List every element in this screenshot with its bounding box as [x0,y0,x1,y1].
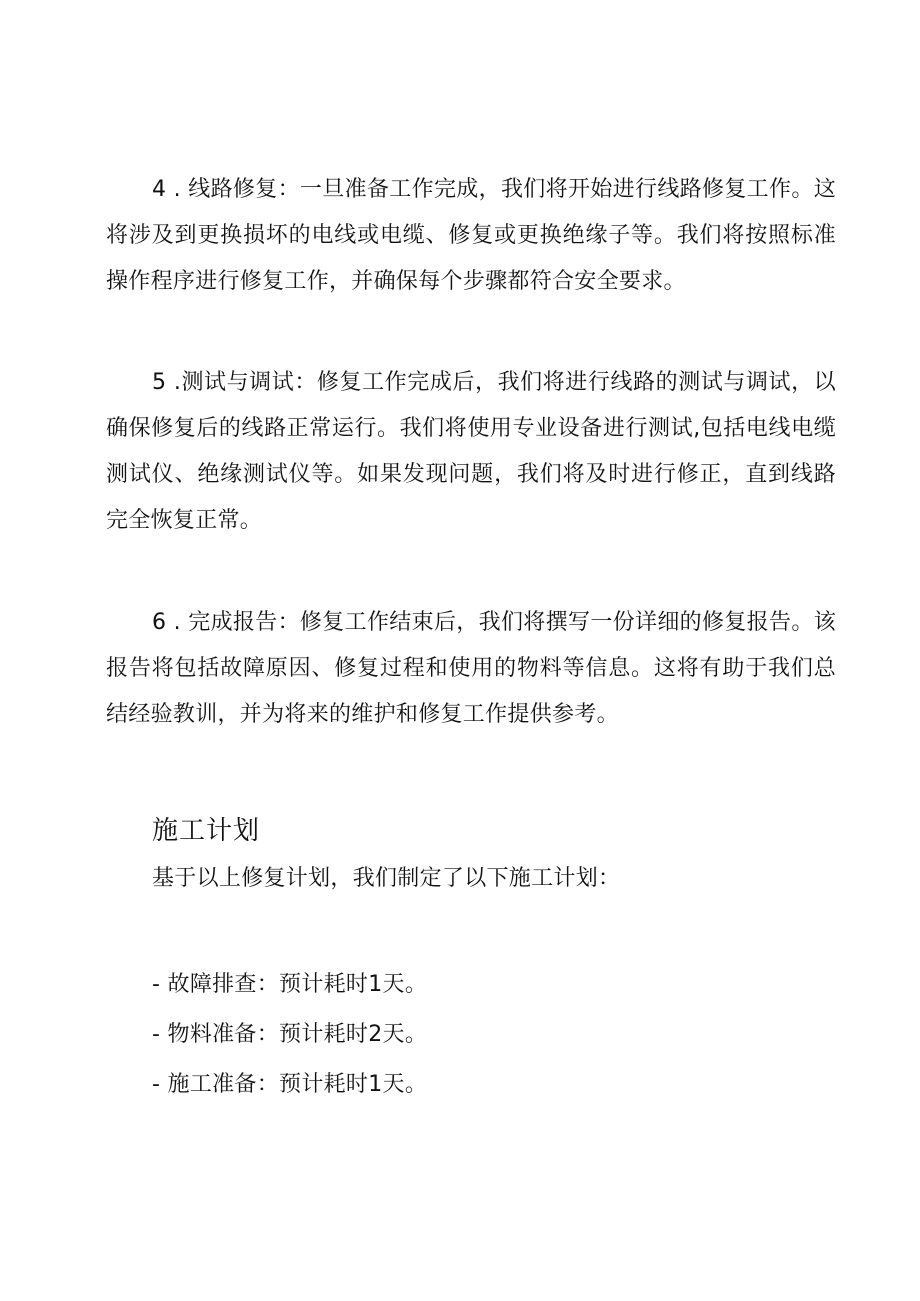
plan-list [152,960,427,1110]
section-heading: 施工计划 [152,816,261,846]
paragraph-report: 6 . 完成报告：修复工作结束后，我们将撰写一份详细的修复报告。该报告将包括故障原因、修复过程和使用的物料等信息。这将有助于我们总结经验教训，并为将来的维护和修复工作提供参考。 [106,610,836,727]
paragraph-testing: 5 .测试与调试：修复工作完成后，我们将进行线路的测试与调试，以确保修复后的线路正常运行。我们将使用专业设备进行测试,包括电线电缆测试仪、绝缘测试仪等。如果发现问题，我们将及时进行修正，直到线路完全恢复正常。 [106,370,836,533]
plan-item-troubleshooting: - 故障排查：预计耗时1天。 [152,972,428,997]
plan-item-construction-prep: - 施工准备：预计耗时1天。 [152,1072,428,1097]
plan-item-materials: - 物料准备：预计耗时2天。 [152,1022,428,1047]
paragraph-line-repair: 4 . 线路修复：一旦准备工作完成，我们将开始进行线路修复工作。这将涉及到更换损坏的电线或电缆、修复或更换绝缘子等。我们将按照标准操作程序进行修复工作，并确保每个步骤都符合安全要求。 [106,177,836,294]
section-intro: 基于以上修复计划，我们制定了以下施工计划： [152,866,621,891]
